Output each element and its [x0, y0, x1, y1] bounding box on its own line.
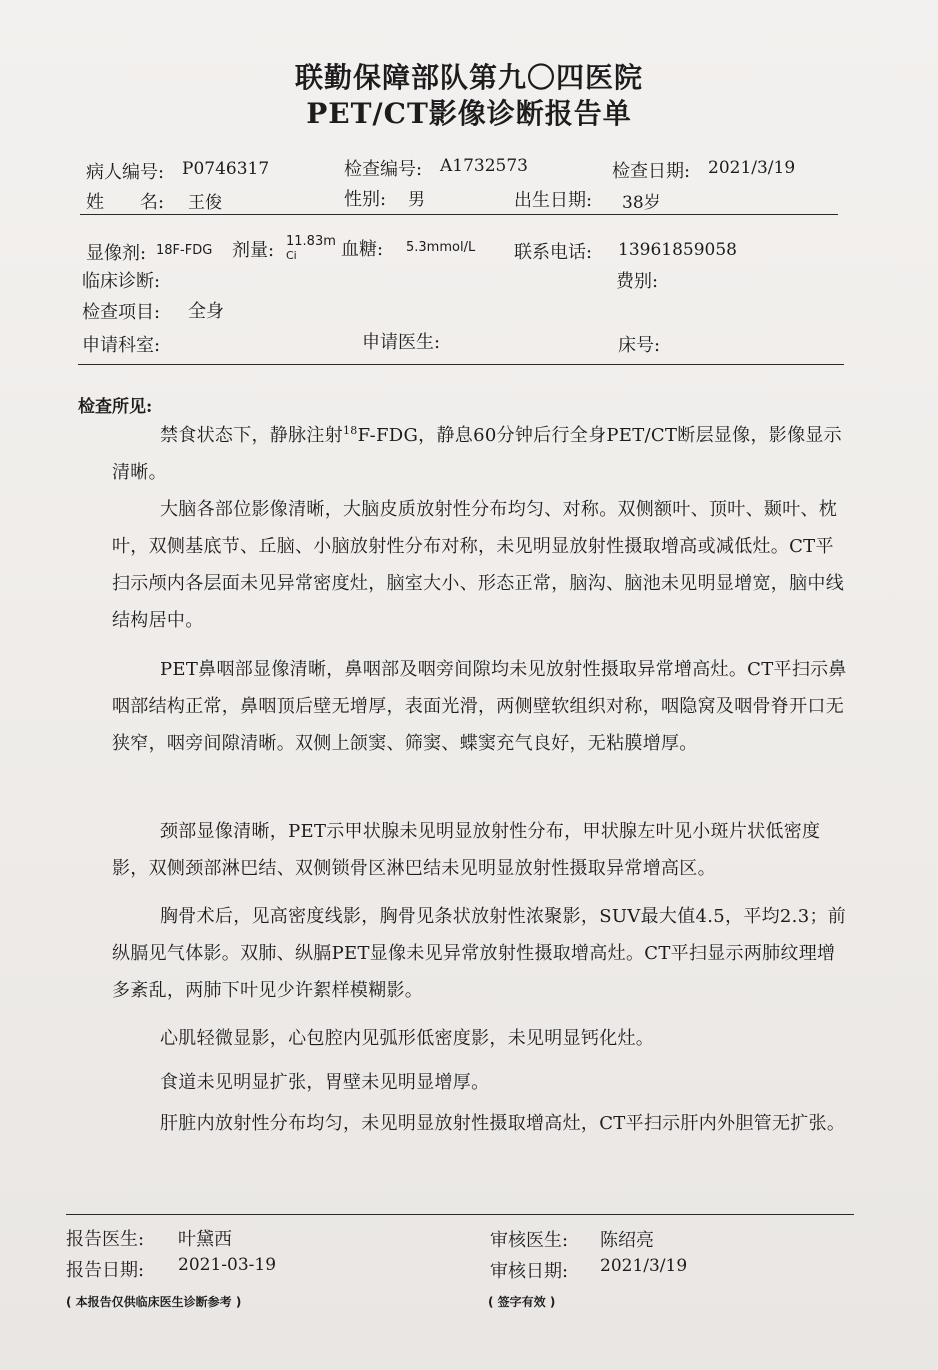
- bed-label: 床号:: [618, 335, 661, 356]
- tracer-label: 显像剂:: [86, 243, 147, 264]
- header-divider: [80, 214, 838, 215]
- report-date-value: 2021-03-19: [178, 1255, 277, 1275]
- exam-date-value: 2021/3/19: [708, 158, 796, 178]
- exam-no-value: A1732573: [440, 156, 528, 176]
- review-doctor-label: 审核医生:: [490, 1230, 569, 1251]
- sex-label: 性别:: [344, 189, 387, 210]
- birth-value: 38岁: [622, 193, 661, 213]
- hospital-name: 联勤保障部队第九〇四医院: [294, 61, 643, 94]
- dose-label: 剂量:: [232, 240, 275, 261]
- exam-no-label: 检查编号:: [344, 159, 423, 180]
- dose-value: 11.83m: [286, 234, 336, 249]
- findings-paragraph-2: 大脑各部位影像清晰，大脑皮质放射性分布均匀、对称。双侧额叶、顶叶、颞叶、枕叶，双侧基底节、丘脑、小脑放射性分布对称，未见明显放射性摄取增高或减低灶。CT平扫示颅内各层面未见异常密度灶，脑室大小、形态正常，脑沟、脑池未见明显增宽，脑中线结构居中。: [112, 499, 844, 631]
- footer-divider: [66, 1214, 854, 1215]
- name-value: 王俊: [188, 193, 222, 213]
- phone-value: 13961859058: [618, 240, 737, 260]
- review-doctor-value: 陈绍亮: [600, 1230, 654, 1251]
- findings-paragraph-5: 胸骨术后，见高密度线影，胸骨见条状放射性浓聚影，SUV最大值4.5，平均2.3；前纵膈见气体影。双肺、纵膈PET显像未见异常放射性摄取增高灶。CT平扫显示两肺纹理增多紊乱，两肺下叶见少许絮样模糊影。: [112, 906, 847, 1001]
- dose-unit: Ci: [286, 249, 297, 262]
- requesting-doctor-label: 申请医生:: [362, 332, 441, 353]
- findings-paragraph-6: 心肌轻微显影，心包腔内见弧形低密度影，未见明显钙化灶。: [160, 1028, 655, 1049]
- report-title: PET/CT影像诊断报告单: [306, 97, 632, 130]
- dept-label: 申请科室:: [82, 335, 161, 356]
- report-doctor-value: 叶黛西: [178, 1229, 232, 1250]
- tracer-value: 18F-FDG: [156, 243, 213, 258]
- findings-paragraph-7: 食道未见明显扩张，胃壁未见明显增厚。: [160, 1072, 490, 1093]
- patient-id-value: P0746317: [182, 159, 270, 179]
- birth-label: 出生日期:: [514, 190, 593, 211]
- clinical-dx-label: 临床诊断:: [82, 271, 161, 292]
- findings-paragraph-4: 颈部显像清晰，PET示甲状腺未见明显放射性分布，甲状腺左叶见小斑片状低密度影，双侧颈部淋巴结、双侧锁骨区淋巴结未见明显放射性摄取异常增高区。: [112, 821, 821, 879]
- patient-id-label: 病人编号:: [86, 162, 165, 183]
- report-doctor-label: 报告医生:: [66, 1229, 145, 1250]
- disclaimer-note: ( 本报告仅供临床医生诊断参考 ): [66, 1295, 242, 1309]
- findings-title: 检查所见:: [78, 397, 153, 417]
- exam-item-label: 检查项目:: [82, 302, 161, 323]
- findings-paragraph-3: PET鼻咽部显像清晰，鼻咽部及咽旁间隙均未见放射性摄取异常增高灶。CT平扫示鼻咽部结构正常，鼻咽顶后壁无增厚，表面光滑，两侧壁软组织对称，咽隐窝及咽骨脊开口无狭窄，咽旁间隙清晰。双侧上颌窦、筛窦、蝶窦充气良好，无粘膜增厚。: [112, 659, 847, 754]
- report-date-label: 报告日期:: [66, 1260, 145, 1281]
- glucose-label: 血糖:: [341, 239, 384, 260]
- info-divider: [78, 364, 844, 365]
- review-date-value: 2021/3/19: [600, 1256, 688, 1276]
- glucose-value: 5.3mmol/L: [406, 240, 476, 255]
- exam-item-value: 全身: [188, 301, 224, 322]
- findings-paragraph-8: 肝脏内放射性分布均匀，未见明显放射性摄取增高灶，CT平扫示肝内外胆管无扩张。: [160, 1113, 846, 1134]
- signature-note: ( 签字有效 ): [488, 1295, 556, 1309]
- fee-label: 费别:: [616, 271, 659, 292]
- review-date-label: 审核日期:: [490, 1261, 569, 1282]
- phone-label: 联系电话:: [514, 242, 593, 263]
- exam-date-label: 检查日期:: [612, 161, 691, 182]
- sex-value: 男: [408, 190, 425, 210]
- name-label: 姓 名:: [86, 192, 165, 213]
- findings-paragraph-1: 禁食状态下，静脉注射$^{18}$F-FDG，静息60分钟后行全身PET/CT断层显像，影像显示清晰。: [112, 424, 842, 483]
